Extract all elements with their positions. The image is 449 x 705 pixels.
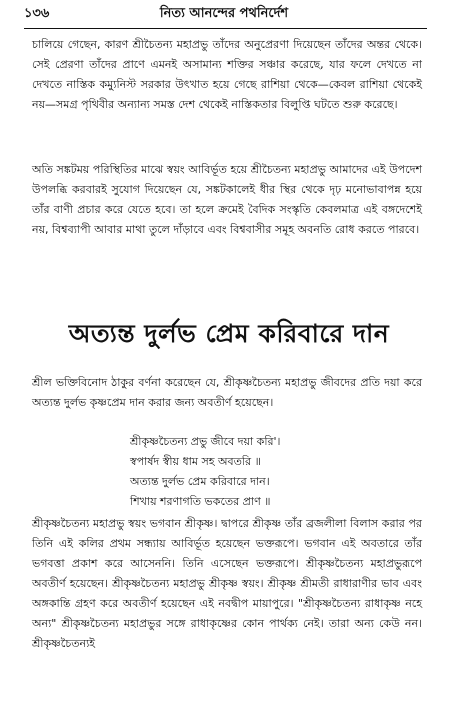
running-title: নিত্য আনন্দের পথনির্দেশ — [159, 6, 289, 21]
section-title: অত্যন্ত দুর্লভ প্রেম করিবারে দান — [68, 319, 390, 348]
section-body: শ্রীকৃষ্ণচৈতন্য মহাপ্রভু স্বয়ং ভগবান শ্রীকৃষ্ণ। দ্বাপরে শ্রীকৃষ্ণ তাঁর ব্রজলীলা বিলাস করার পর তিনি এই কলির প্রথম সন্ধ্যায় আবির্ভূত হয়েছেন ভক্তরূপে। ভগবান এই অবতারে তাঁর ভগবত্তা প্রকাশ করে আসেননি। তিনি এসেছেন ভক্তরূপে। শ্রীকৃষ্ণচৈতন্য মহাপ্রভুরূপে অবতীর্ণ হয়েছেন। শ্রীকৃষ্ণচৈতন্য মহাপ্রভু শ্রীকৃষ্ণ স্বয়ং। শ্রীকৃষ্ণ শ্রীমতী রাধারাণীর ভাব এবং অঙ্গকান্তি গ্রহণ করে অবতীর্ণ হয়েছেন এই নবদ্বীপ মায়াপুরে। "শ্রীকৃষ্ণচৈতন্য রাধাকৃষ্ণ নহে অন্য" শ্রীকৃষ্ণচৈতন্য মহাপ্রভুর সঙ্গে রাধাকৃষ্ণের কোন পার্থক্য নেই। তারা অন্য কেউ নন। শ্রীকৃষ্ণচৈতন্যই — [32, 517, 422, 650]
page-header — [24, 4, 424, 26]
verse-line: স্বপার্ষদ স্বীয় ধাম সহ অবতরি ॥ — [130, 455, 261, 468]
paragraph-2: অতি সঙ্কটময় পরিস্থিতির মাঝে স্বয়ং আবির্ভূত হয়ে শ্রীচৈতন্য মহাপ্রভু আমাদের এই উপদেশ উপলব্ধি করবারই সুযোগ দিয়েছেন যে, সঙ্কটকালেই ধীর স্থির থেকে দৃঢ় মনোভাবাপন্ন হয়ে তাঁর বাণী প্রচার করে যেতে হবে। তা হলে ক্রমেই বৈদিক সংস্কৃতি কেবলমাত্র এই বঙ্গদেশেই নয়, বিশ্বব্যাপী আবার মাথা তুলে দাঁড়াবে এবং বিশ্ববাসীর সমূহ অবনতি রোধ করতে পারবে। — [32, 163, 422, 236]
verse-line: শিখায় শরণাগতি ভকতের প্রাণ ॥ — [130, 495, 271, 508]
verse-block — [130, 432, 370, 512]
verse-line: অত্যন্ত দুর্লভ প্রেম করিবারে দান। — [130, 475, 270, 488]
verse-line: শ্রীকৃষ্ণচৈতন্য প্রভু জীবে দয়া করি'। — [130, 435, 281, 448]
page-number: ১৩৬ — [24, 6, 50, 21]
paragraph-1: চালিয়ে গেছেন, কারণ শ্রীচৈতন্য মহাপ্রভু তাঁদের অনুপ্রেরণা দিয়েছেন তাঁদের অন্তর থেকে। সেই প্রেরণা তাঁদের প্রাণে এমনই অসামান্য শক্তির সঞ্চার করেছে, যার ফলে দেখতে না দেখতে নাস্তিক কম্যুনিস্ট সরকার উৎখাত হয়ে গেছে রাশিয়া থেকে—কেবল রাশিয়া থেকেই নয়—সমগ্র পৃথিবীর অন্যান্য সমস্ত দেশ থেকেই নাস্তিকতার বিলুপ্তি ঘটতে শুরু করেছে। — [32, 38, 422, 111]
header-rule — [24, 28, 427, 29]
section-intro: শ্রীল ভক্তিবিনোদ ঠাকুর বর্ণনা করেছেন যে, শ্রীকৃষ্ণচৈতন্য মহাপ্রভু জীবদের প্রতি দয়া করে অত্যন্ত দুর্লভ কৃষ্ণপ্রেম দান করার জন্য অবতীর্ণ হয়েছেন। — [32, 376, 422, 409]
